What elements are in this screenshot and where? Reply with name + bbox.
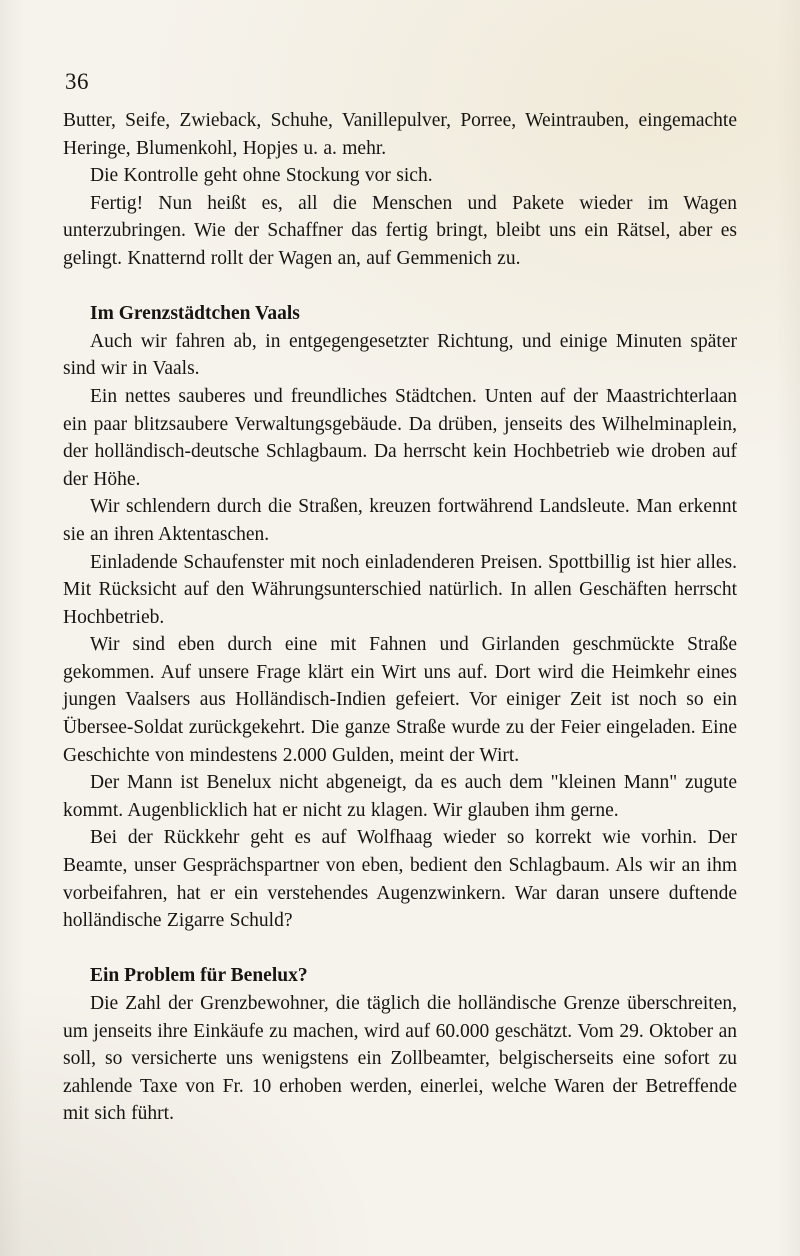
paragraph: Einladende Schaufenster mit noch einladenderen Preisen. Spottbillig ist hier alles. Mit Rücksicht auf den Währungsunterschied natürlich. In allen Geschäften herrscht Hochbetrieb.	[63, 551, 737, 628]
paragraph: Wir sind eben durch eine mit Fahnen und Girlanden geschmückte Straße gekommen. Auf unsere Frage klärt ein Wirt uns auf. Dort wird die Heimkehr eines jungen Vaalsers aus Holländisch-Indien gefeiert. Vor einiger Zeit ist noch so ein Übersee-Soldat zurückgekehrt. Die ganze Straße wurde zu der Feier eingeladen. Eine Geschichte von mindestens 2.000 Gulden, meint der Wirt.	[63, 634, 737, 766]
paragraph: Die Kontrolle geht ohne Stockung vor sich.	[90, 165, 433, 187]
paragraph: Die Zahl der Grenzbewohner, die täglich die holländische Grenze überschreiten, um jenseits ihre Einkäufe zu machen, wird auf 60.000 geschätzt. Vom 29. Oktober an soll, so versicherte uns wenigstens ein Zollbeamter, belgischerseits eine sofort zu zahlende Taxe von Fr. 10 erhoben werden, einerlei, welche Waren der Betreffende mit sich führt.	[63, 993, 737, 1125]
section-heading: Ein Problem für Benelux?	[90, 965, 308, 987]
paragraph: Auch wir fahren ab, in entgegengesetzter Richtung, und einige Minuten später sind wir in Vaals.	[63, 330, 737, 380]
paragraph: Fertig! Nun heißt es, all die Menschen und Pakete wieder im Wagen unterzubringen. Wie der Schaffner das fertig bringt, bleibt uns ein Rätsel, aber es gelingt. Knatternd rollt der Wagen an, auf Gemmenich zu.	[63, 192, 737, 269]
paragraph: Der Mann ist Benelux nicht abgeneigt, da es auch dem "kleinen Mann" zugute kommt. Augenblicklich hat er nicht zu klagen. Wir glauben ihm gerne.	[63, 772, 737, 821]
page-number: 36	[65, 69, 89, 94]
page-content	[63, 107, 737, 1128]
paragraph: Butter, Seife, Zwieback, Schuhe, Vanillepulver, Porree, Weintrauben, eingemachte Heringe, Blumenkohl, Hopjes u. a. mehr.	[63, 110, 737, 159]
paragraph: Bei der Rückkehr geht es auf Wolfhaag wieder so korrekt wie vorhin. Der Beamte, unser Gesprächspartner von eben, bedient den Schlagbaum. Als wir an ihm vorbeifahren, hat er ein verstehendes Augenzwinkern. War daran unsere duftende holländische Zigarre Schuld?	[63, 827, 737, 932]
paragraph: Ein nettes sauberes und freundliches Städtchen. Unten auf der Maastrichterlaan ein paar blitzsaubere Verwaltungsgebäude. Da drüben, jenseits des Wilhelminaplein, der holländisch-deutsche Schlagbaum. Da herrscht kein Hochbetrieb wie droben auf der Höhe.	[63, 385, 737, 490]
section-heading: Im Grenzstädtchen Vaals	[90, 303, 300, 325]
paragraph: Wir schlendern durch die Straßen, kreuzen fortwährend Landsleute. Man erkennt sie an ihren Aktentaschen.	[63, 496, 737, 545]
